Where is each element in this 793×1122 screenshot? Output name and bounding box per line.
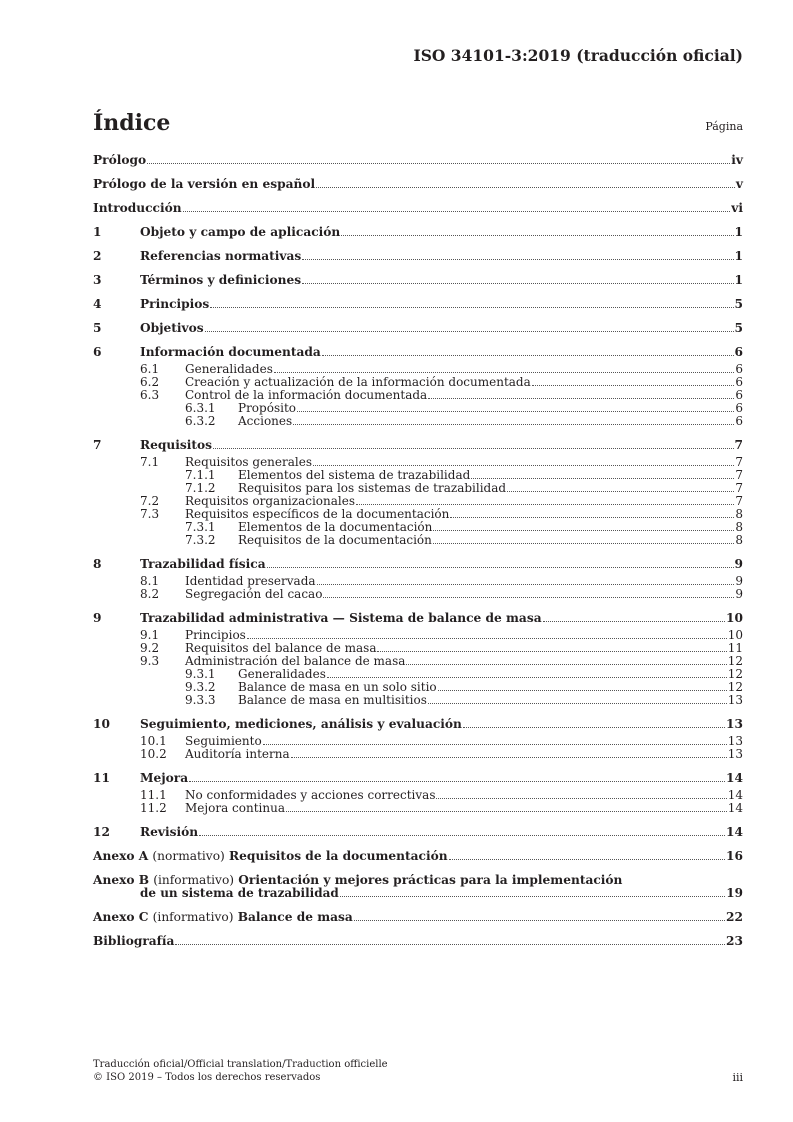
toc-entry-title: Generalidades: [185, 362, 273, 376]
toc-entry-title: Requisitos de la documentación: [238, 533, 432, 547]
toc-entry-page: 13: [727, 693, 743, 707]
dot-leader: [183, 211, 731, 212]
dot-leader: [356, 504, 734, 505]
annex-type: (normativo): [152, 849, 225, 863]
toc-entry-page: 6: [735, 401, 743, 415]
toc-entry-page: 5: [734, 297, 743, 311]
page-title: Índice: [93, 110, 171, 136]
toc-entry-number: 8.2: [140, 587, 160, 601]
toc-entry-number: 6.3.2: [185, 414, 216, 428]
toc-entry-page: 11: [727, 641, 743, 655]
toc-entry-page: 23: [726, 934, 743, 948]
toc-entry-title: Trazabilidad administrativa — Sistema de balance de masa: [140, 611, 542, 625]
toc-entry-title: Requisitos para los sistemas de trazabilidad: [238, 481, 507, 495]
toc-entry-page: 16: [726, 849, 743, 863]
toc-entry-number: 9.2: [140, 641, 160, 655]
toc-entry-page: v: [735, 177, 743, 191]
toc-entry[interactable]: [93, 274, 743, 287]
toc-entry-page: 10: [727, 628, 743, 642]
page-number: iii: [732, 1071, 743, 1084]
toc-entry-page: 6: [735, 375, 743, 389]
dot-leader: [199, 835, 725, 836]
dot-leader: [147, 163, 730, 164]
toc-entry-number: 7.1.1: [185, 468, 216, 482]
toc-entry-number: 9.3.2: [185, 680, 216, 694]
toc-entry-number: 3: [93, 273, 102, 287]
annex-label: Anexo A: [93, 849, 149, 863]
toc-entry-page: 14: [727, 788, 743, 802]
dot-leader: [340, 896, 726, 897]
toc-entry-title: Identidad preservada: [185, 574, 316, 588]
dot-leader: [210, 307, 733, 308]
dot-leader: [323, 597, 734, 598]
dot-leader: [507, 491, 734, 492]
dot-leader: [327, 677, 727, 678]
toc-entry[interactable]: [93, 826, 743, 839]
toc-entry-number: 10.2: [140, 747, 167, 761]
toc-entry-title-line2: de un sistema de trazabilidad: [140, 886, 339, 900]
toc-entry-page: 10: [726, 611, 743, 625]
toc-entry-number: 6.3.1: [185, 401, 216, 415]
toc-entry-title: Seguimiento, mediciones, análisis y evaluación: [140, 717, 462, 731]
dot-leader: [317, 584, 735, 585]
toc-entry-number: 11.1: [140, 788, 167, 802]
toc-entry-number: 7.1: [140, 455, 160, 469]
toc-entry-number: 7.3: [140, 507, 160, 521]
toc-entry-page: 7: [735, 481, 743, 495]
toc-entry-page: 22: [726, 910, 743, 924]
toc-entry[interactable]: [93, 415, 743, 428]
toc-entry-page: 14: [726, 771, 743, 785]
toc-entry-number: 1: [93, 225, 102, 239]
toc-entry[interactable]: [93, 154, 743, 167]
toc-entry[interactable]: [93, 202, 743, 215]
toc-entry-number: 7.3.1: [185, 520, 216, 534]
toc-entry-page: 9: [735, 574, 743, 588]
dot-leader: [463, 727, 725, 728]
toc-entry-title: Revisión: [140, 825, 199, 839]
dot-leader: [302, 283, 733, 284]
toc-entry-page: 12: [727, 667, 743, 681]
toc-entry-title: Generalidades: [238, 667, 326, 681]
toc-entry-title: Requisitos organizacionales: [185, 494, 356, 508]
toc-entry[interactable]: [93, 322, 743, 335]
toc-entry[interactable]: [93, 226, 743, 239]
toc-entry[interactable]: [93, 748, 743, 761]
toc-entry-title: Términos y definiciones: [140, 273, 302, 287]
toc-entry-title: Prólogo: [93, 153, 147, 167]
toc-entry-title: Acciones: [238, 414, 293, 428]
toc-entry-title: Elementos del sistema de trazabilidad: [238, 468, 471, 482]
toc-entry-title: Requisitos específicos de la documentación: [185, 507, 450, 521]
toc-entry-page: 12: [727, 654, 743, 668]
toc-entry-number: 7.1.2: [185, 481, 216, 495]
toc-entry-title: Referencias normativas: [140, 249, 302, 263]
toc-entry[interactable]: [93, 178, 743, 191]
annex-label: Anexo B: [93, 873, 150, 887]
document-identifier: ISO 34101-3:2019 (traducción oficial): [413, 46, 743, 65]
toc-entry-title: Requisitos generales: [185, 455, 313, 469]
toc-entry-page: 13: [726, 717, 743, 731]
annex-label: Anexo C: [93, 910, 149, 924]
page-column-label: Página: [705, 120, 743, 133]
toc-entry[interactable]: [93, 250, 743, 263]
toc-entry-page: 14: [727, 801, 743, 815]
toc-entry-page: 6: [735, 414, 743, 428]
toc-entry-title: Seguimiento: [185, 734, 262, 748]
toc-entry-page: 7: [734, 438, 743, 452]
dot-leader: [316, 187, 735, 188]
toc-entry[interactable]: [93, 802, 743, 815]
toc-entry-page: 8: [735, 520, 743, 534]
toc-entry-title: Bibliografía: [93, 934, 175, 948]
dot-leader: [428, 398, 734, 399]
toc-entry-page: 9: [734, 557, 743, 571]
toc-entry[interactable]: [93, 346, 743, 359]
toc-entry[interactable]: [93, 772, 743, 785]
toc-entry-title: Control de la información documentada: [185, 388, 428, 402]
annex-type: (informativo): [153, 873, 235, 887]
toc-entry-title: Auditoría interna: [185, 747, 290, 761]
toc-entry-number: 7.2: [140, 494, 160, 508]
toc-entry-title: Introducción: [93, 201, 182, 215]
toc-entry-page: 5: [734, 321, 743, 335]
dot-leader: [436, 798, 726, 799]
dot-leader: [322, 355, 734, 356]
toc-entry-number: 9.3.3: [185, 693, 216, 707]
toc-entry[interactable]: [93, 298, 743, 311]
dot-leader: [428, 703, 727, 704]
toc-entry-number: 6.3: [140, 388, 160, 402]
toc-entry-page: 1: [734, 273, 743, 287]
dot-leader: [532, 385, 735, 386]
toc-entry-number: 6.1: [140, 362, 160, 376]
dot-leader: [175, 944, 725, 945]
toc-entry-number: 5: [93, 321, 102, 335]
toc-entry-number: 12: [93, 825, 110, 839]
toc-entry-number: 8: [93, 557, 102, 571]
dot-leader: [213, 448, 734, 449]
toc-entry-title: Balance de masa en multisitios: [238, 693, 427, 707]
toc-entry[interactable]: [93, 911, 743, 924]
toc-entry[interactable]: [93, 694, 743, 707]
dot-leader: [263, 744, 727, 745]
toc-entry-title: Propósito: [238, 401, 296, 415]
dot-leader: [267, 567, 734, 568]
dot-leader: [449, 859, 725, 860]
toc-entry-page: iv: [731, 153, 743, 167]
toc-entry-page: 13: [727, 747, 743, 761]
toc-entry-number: 9.1: [140, 628, 160, 642]
toc-entry-page: 14: [726, 825, 743, 839]
dot-leader: [313, 465, 734, 466]
toc-entry[interactable]: [93, 439, 743, 452]
annex-type: (informativo): [152, 910, 234, 924]
toc-entry-continuation[interactable]: [93, 887, 743, 900]
toc-entry[interactable]: [93, 935, 743, 948]
toc-entry-number: 11: [93, 771, 110, 785]
toc-entry-title: No conformidades y acciones correctivas: [185, 788, 436, 802]
dot-leader: [302, 259, 733, 260]
toc-entry-number: 10.1: [140, 734, 167, 748]
dot-leader: [450, 517, 734, 518]
toc-entry-title-line1: Orientación y mejores prácticas para la implementación: [238, 873, 623, 887]
toc-entry[interactable]: [93, 612, 743, 625]
toc-entry-page: 12: [727, 680, 743, 694]
toc-entry-page: 7: [735, 455, 743, 469]
toc-entry-title: Mejora: [140, 771, 189, 785]
dot-leader: [433, 530, 734, 531]
dot-leader: [354, 920, 725, 921]
toc-entry-title: Trazabilidad física: [140, 557, 266, 571]
toc-entry-title: Objetivos: [140, 321, 204, 335]
toc-entry-number: 6: [93, 345, 102, 359]
toc-entry-number: 9.3.1: [185, 667, 216, 681]
toc-entry-number: 9: [93, 611, 102, 625]
dot-leader: [377, 651, 726, 652]
toc-entry[interactable]: [93, 718, 743, 731]
toc-entry-number: 2: [93, 249, 102, 263]
toc-entry-number: 8.1: [140, 574, 160, 588]
toc-entry-number: 9.3: [140, 654, 160, 668]
toc-entry-title: Principios: [185, 628, 246, 642]
toc-entry-title: Administración del balance de masa: [185, 654, 406, 668]
toc-entry[interactable]: [93, 588, 743, 601]
table-of-contents: [93, 154, 743, 948]
toc-entry-page: 9: [735, 587, 743, 601]
toc-entry[interactable]: [93, 534, 743, 547]
toc-entry-title: Requisitos del balance de masa: [185, 641, 377, 655]
toc-entry-title: Elementos de la documentación: [238, 520, 433, 534]
toc-entry-page: 7: [735, 468, 743, 482]
dot-leader: [205, 331, 734, 332]
toc-entry-page: 1: [734, 249, 743, 263]
toc-entry-title: Principios: [140, 297, 210, 311]
toc-entry-page: 19: [726, 886, 743, 900]
toc-entry-title: Segregación del cacao: [185, 587, 323, 601]
toc-entry-number: 6.2: [140, 375, 160, 389]
footer: [93, 1058, 388, 1084]
toc-entry-page: 7: [735, 494, 743, 508]
toc-entry-title: Requisitos: [140, 438, 213, 452]
toc-entry-page: vi: [731, 201, 743, 215]
dot-leader: [406, 664, 726, 665]
toc-entry-title: Anexo C (informativo) Balance de masa: [93, 910, 353, 924]
toc-entry-title: Mejora continua: [185, 801, 285, 815]
toc-entry-page: 8: [735, 507, 743, 521]
toc-entry-number: 4: [93, 297, 102, 311]
dot-leader: [286, 811, 727, 812]
toc-entry-page: 13: [727, 734, 743, 748]
toc-entry-number: 7.3.2: [185, 533, 216, 547]
dot-leader: [297, 411, 734, 412]
toc-entry-title: Anexo A (normativo) Requisitos de la documentación: [93, 849, 448, 863]
dot-leader: [293, 424, 734, 425]
toc-entry-number: 10: [93, 717, 110, 731]
toc-entry-title: Información documentada: [140, 345, 321, 359]
toc-entry-page: 6: [735, 362, 743, 376]
toc-entry[interactable]: [93, 850, 743, 863]
footer-translation-note: Traducción oficial/Official translation/Traduction officielle: [93, 1059, 388, 1070]
toc-entry-number: 11.2: [140, 801, 167, 815]
dot-leader: [471, 478, 734, 479]
toc-entry-page: 8: [735, 533, 743, 547]
dot-leader: [274, 372, 734, 373]
dot-leader: [291, 757, 727, 758]
toc-entry-page: 6: [735, 388, 743, 402]
dot-leader: [543, 621, 725, 622]
toc-entry-title: Creación y actualización de la información documentada: [185, 375, 531, 389]
toc-entry-page: 1: [734, 225, 743, 239]
footer-copyright: © ISO 2019 – Todos los derechos reservados: [93, 1072, 321, 1083]
dot-leader: [433, 543, 735, 544]
toc-entry-number: 7: [93, 438, 102, 452]
dot-leader: [438, 690, 727, 691]
toc-entry-title: Prólogo de la versión en español: [93, 177, 316, 191]
dot-leader: [189, 781, 725, 782]
toc-entry-title: Objeto y campo de aplicación: [140, 225, 341, 239]
toc-entry[interactable]: [93, 558, 743, 571]
dot-leader: [247, 638, 727, 639]
toc-entry-title: Balance de masa en un solo sitio: [238, 680, 437, 694]
toc-entry-page: 6: [734, 345, 743, 359]
dot-leader: [341, 235, 733, 236]
